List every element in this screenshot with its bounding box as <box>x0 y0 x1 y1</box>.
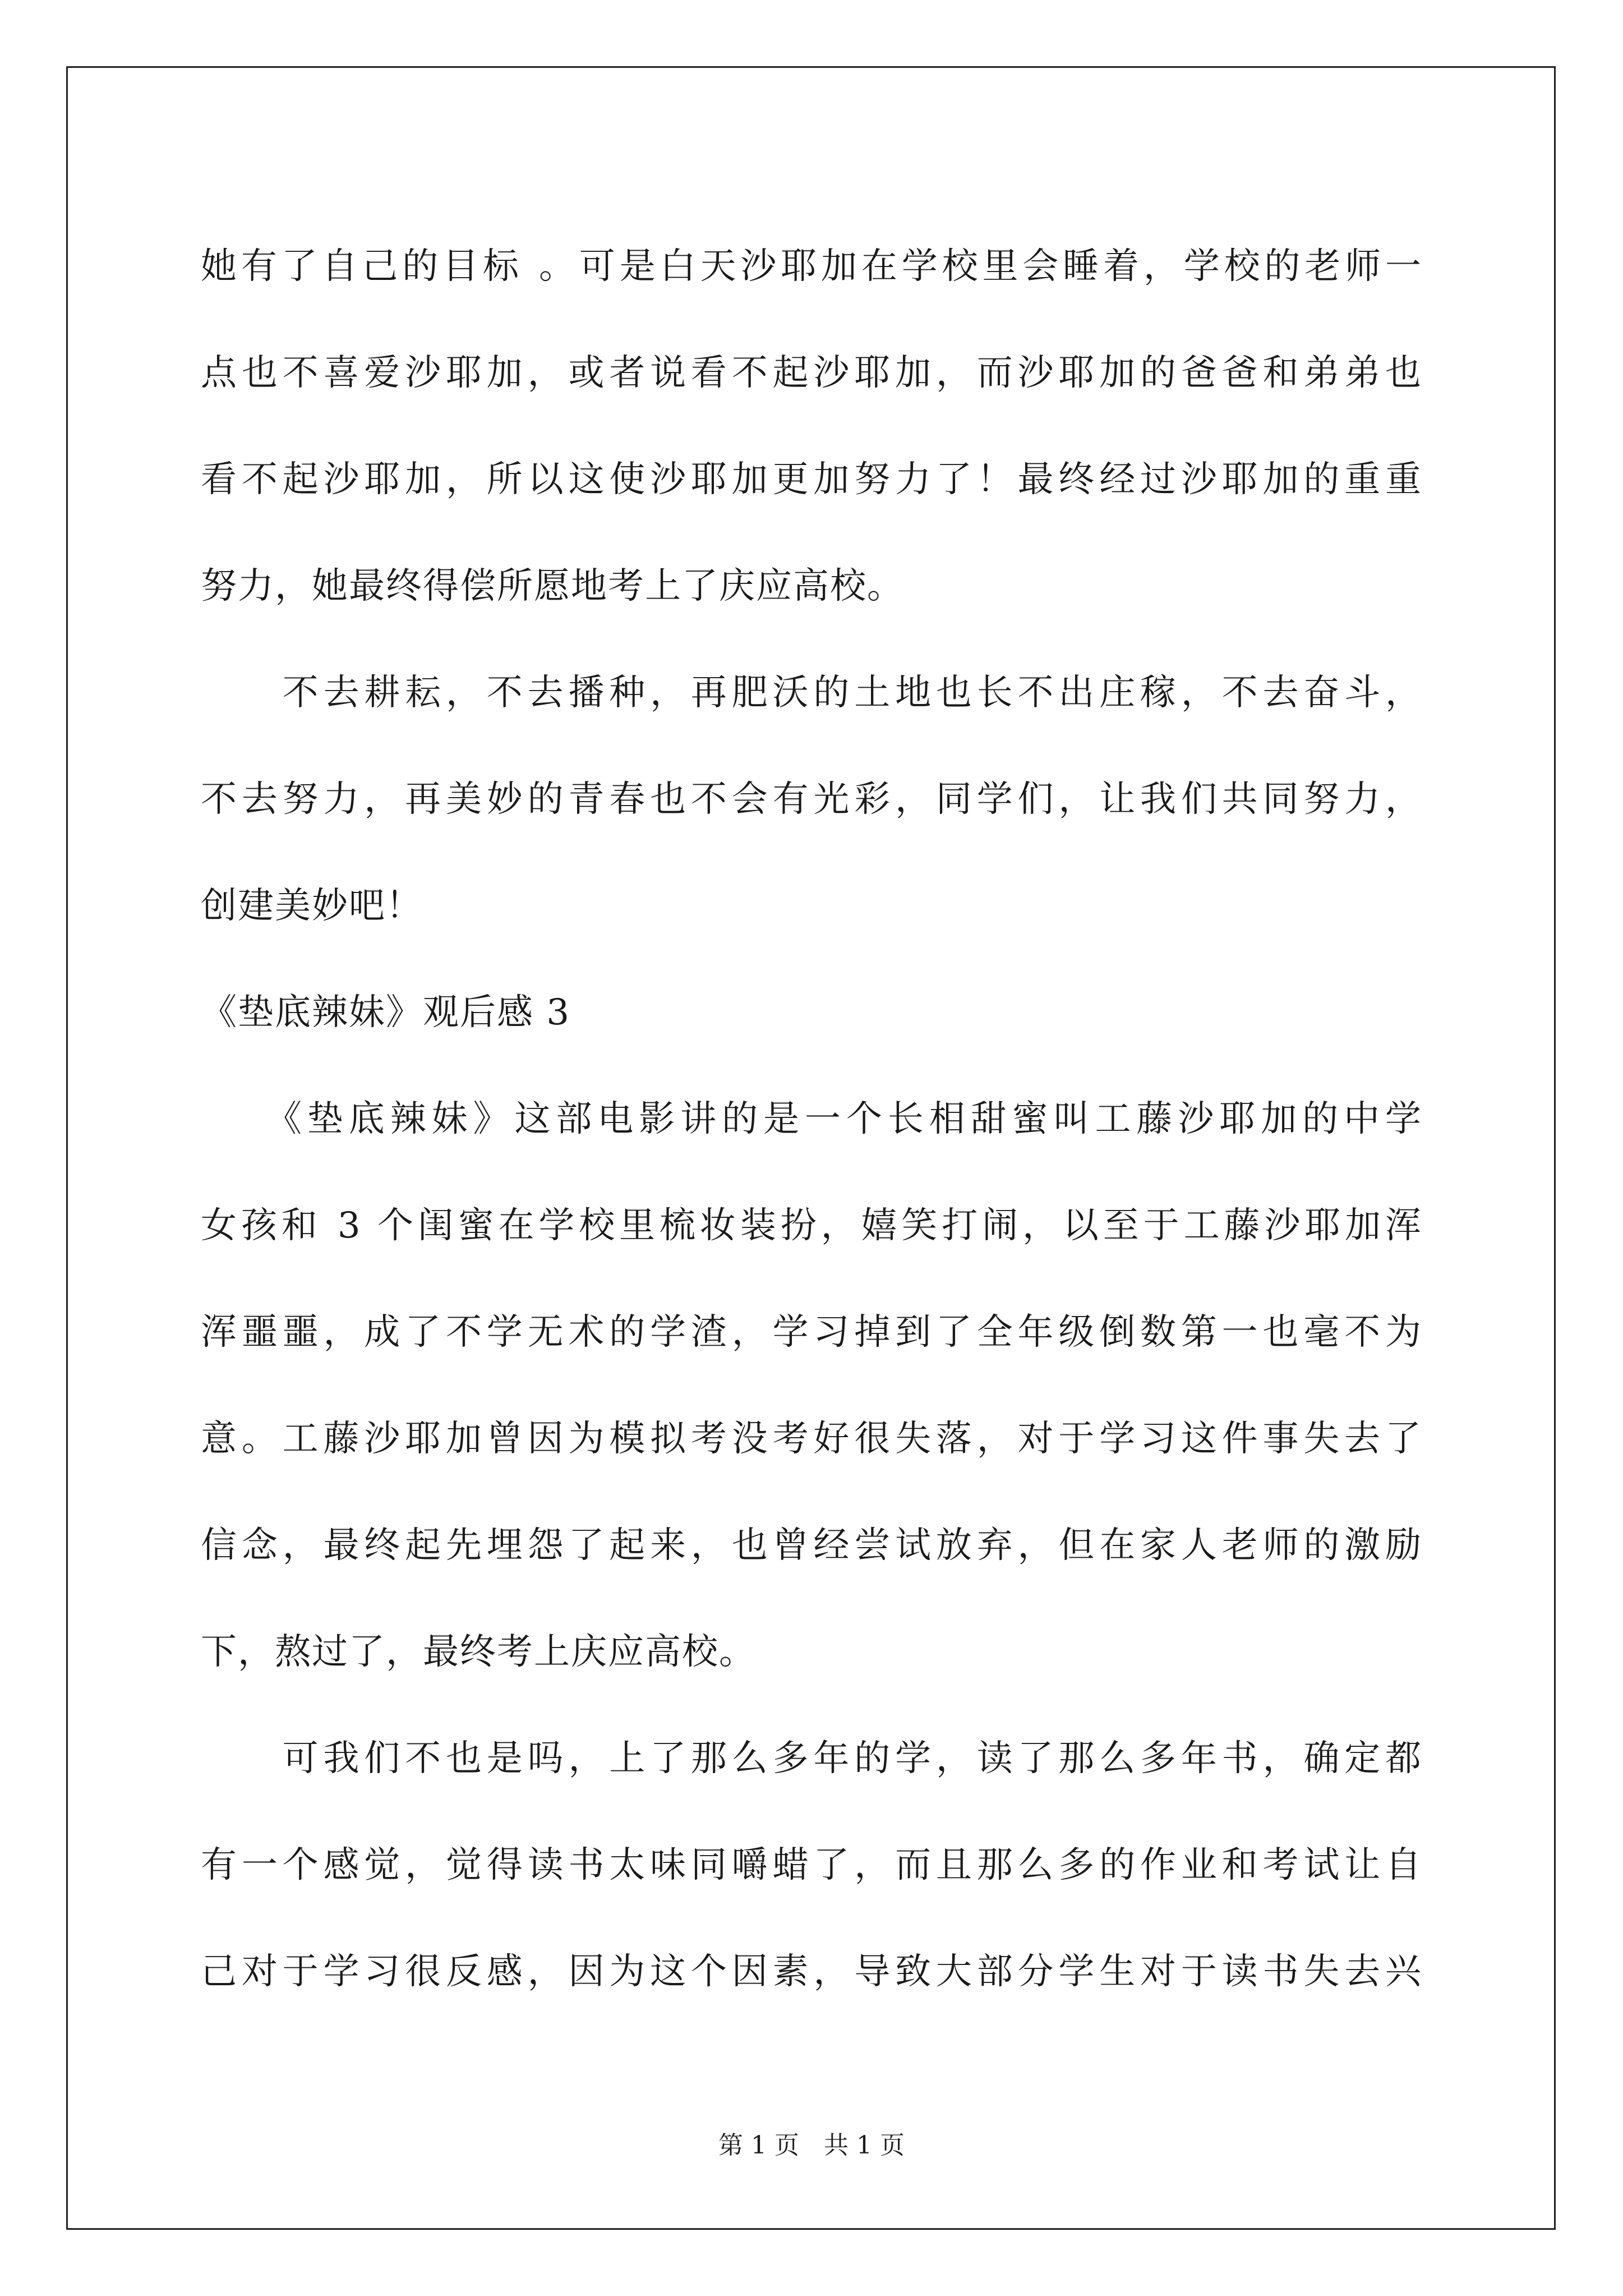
text-line: 《垫底辣妹》这部电影讲的是一个长相甜蜜叫工藤沙耶加的中学 <box>201 1098 1422 1140</box>
text-line: 她有了自己的目标 。可是白天沙耶加在学校里会睡着，学校的老师一 <box>201 246 1422 287</box>
text-line: 点也不喜爱沙耶加，或者说看不起沙耶加，而沙耶加的爸爸和弟弟也 <box>201 352 1422 394</box>
text-line: 不去耕耘，不去播种，再肥沃的土地也长不出庄稼，不去奋斗， <box>201 672 1422 714</box>
document-body <box>201 213 1422 2025</box>
text-line: 下，熬过了，最终考上庆应高校。 <box>201 1631 756 1673</box>
text-line: 可我们不也是吗，上了那么多年的学，读了那么多年书，确定都 <box>201 1738 1422 1779</box>
section-heading: 《垫底辣妹》观后感 3 <box>201 992 571 1033</box>
text-line: 有一个感觉，觉得读书太味同嚼蜡了，而且那么多的作业和考试让自 <box>201 1844 1422 1886</box>
text-line: 意。工藤沙耶加曾因为模拟考没考好很失落，对于学习这件事失去了 <box>201 1418 1422 1460</box>
text-line: 信念，最终起先埋怨了起来，也曾经尝试放弃，但在家人老师的激励 <box>201 1525 1422 1566</box>
text-line: 创建美妙吧！ <box>201 885 423 927</box>
text-line: 女孩和 3 个闺蜜在学校里梳妆装扮，嬉笑打闹，以至于工藤沙耶加浑 <box>201 1205 1422 1246</box>
text-line: 努力，她最终得偿所愿地考上了庆应高校。 <box>201 565 904 607</box>
text-line: 己对于学习很反感，因为这个因素，导致大部分学生对于读书失去兴 <box>201 1951 1422 1993</box>
page-footer: 第 1 页 共 1 页 <box>718 2131 905 2160</box>
text-line: 看不起沙耶加，所以这使沙耶加更加努力了！最终经过沙耶加的重重 <box>201 459 1422 500</box>
text-line: 浑噩噩，成了不学无术的学渣，学习掉到了全年级倒数第一也毫不为 <box>201 1312 1422 1353</box>
text-line: 不去努力，再美妙的青春也不会有光彩，同学们，让我们共同努力， <box>201 779 1422 820</box>
